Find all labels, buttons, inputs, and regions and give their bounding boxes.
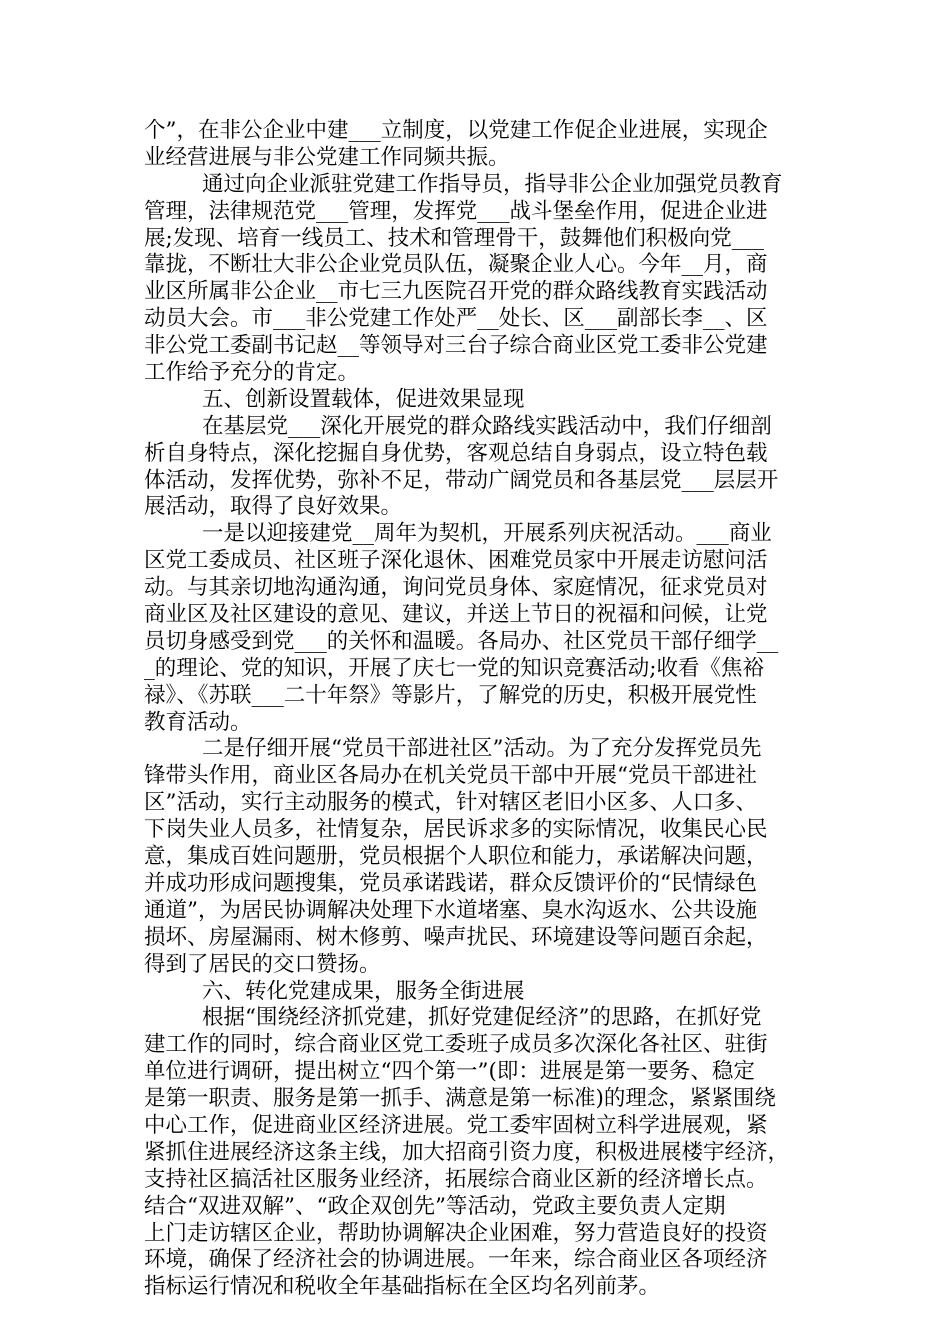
text-line: 紧抓住进展经济这条主线，加大招商引资力度，积极进展楼宇经济，: [144, 1139, 790, 1165]
text-line: 动。与其亲切地沟通沟通，询问党员身体、家庭情况，征求党员对: [144, 575, 768, 601]
text-line: 单位进行调研，提出树立“四个第一”(即：进展是第一要务、稳定: [144, 1059, 755, 1085]
text-line: 管理，法律规范党___管理，发挥党___战斗堡垒作用，促进企业进: [144, 198, 768, 224]
text-line: 业区所属非公企业__市七三九医院召开党的群众路线教育实践活动: [144, 279, 768, 305]
text-line: 在基层党___深化开展党的群众路线实践活动中，我们仔细剖: [202, 413, 772, 439]
text-line: 下岗失业人员多，社情复杂，居民诉求多的实际情况，收集民心民: [144, 817, 768, 843]
text-line: 意，集成百姓问题册，党员根据个人职位和能力，承诺解决问题，: [144, 844, 768, 870]
text-line: 指标运行情况和税收全年基础指标在全区均名列前茅。: [144, 1274, 661, 1300]
text-line: 商业区及社区建设的意见、建议，并送上节日的祝福和问候，让党: [144, 602, 768, 628]
text-line: 中心工作，促进商业区经济进展。党工委牢固树立科学进展观，紧: [144, 1112, 768, 1138]
text-line: 工作给予充分的肯定。: [144, 360, 360, 386]
text-line: 通过向企业派驻党建工作指导员，指导非公企业加强党员教育: [202, 171, 783, 197]
text-line: 五、创新设置载体，促进效果显现: [202, 386, 525, 412]
text-line: 建工作的同时，综合商业区党工委班子成员多次深化各社区、驻街: [144, 1032, 768, 1058]
text-line: 教育活动。: [144, 709, 252, 735]
text-line: 业经营进展与非公党建工作同频共振。: [144, 144, 510, 170]
text-line: 靠拢，不断壮大非公企业党员队伍，凝聚企业人心。今年__月，商: [144, 252, 768, 278]
text-line: _的理论、党的知识，开展了庆七一党的知识竞赛活动;收看《焦裕: [144, 655, 764, 681]
text-line: 员切身感受到党___的关怀和温暖。各局办、社区党员干部仔细学__: [144, 628, 779, 654]
text-line: 上门走访辖区企业，帮助协调解决企业困难，努力营造良好的投资: [144, 1220, 768, 1246]
text-line: 锋带头作用，商业区各局办在机关党员干部中开展“党员干部进社: [144, 763, 757, 789]
text-line: 得到了居民的交口赞扬。: [144, 951, 381, 977]
text-line: 禄》、《苏联___二十年祭》等影片，了解党的历史，积极开展党性: [144, 682, 757, 708]
text-line: 区党工委成员、社区班子深化退休、困难党员家中开展走访慰问活: [144, 548, 768, 574]
text-line: 一是以迎接建党__周年为契机，开展系列庆祝活动。___商业: [202, 521, 772, 547]
text-line: 是第一职责、服务是第一抓手、满意是第一标准)的理念，紧紧围绕: [144, 1086, 776, 1112]
document-body: [144, 118, 820, 1301]
text-line: 结合“双进双解”、“政企双创先”等活动，党政主要负责人定期: [144, 1193, 726, 1219]
text-line: 支持社区搞活社区服务业经济，拓展综合商业区新的经济增长点。: [144, 1166, 768, 1192]
text-line: 二是仔细开展“党员干部进社区”活动。为了充分发挥党员先: [202, 736, 762, 762]
text-line: 展活动，取得了良好效果。: [144, 494, 403, 520]
text-line: 通道”，为居民协调解决处理下水道堵塞、臭水沟返水、公共设施: [144, 897, 757, 923]
text-line: 损坏、房屋漏雨、树木修剪、噪声扰民、环境建设等问题百余起，: [144, 924, 768, 950]
text-line: 环境，确保了经济社会的协调进展。一年来，综合商业区各项经济: [144, 1247, 768, 1273]
text-line: 非公党工委副书记赵__等领导对三台子综合商业区党工委非公党建: [144, 333, 768, 359]
text-line: 区”活动，实行主动服务的模式，针对辖区老旧小区多、人口多、: [144, 790, 757, 816]
text-line: 六、转化党建成果，服务全街进展: [202, 978, 525, 1004]
text-line: 展;发现、培育一线员工、技术和管理骨干，鼓舞他们积极向党___: [144, 225, 764, 251]
text-line: 析自身特点，深化挖掘自身优势，客观总结自身弱点，设立特色载: [144, 440, 768, 466]
text-line: 个”，在非公企业中建___立制度，以党建工作促企业进展，实现企: [144, 118, 768, 143]
text-line: 体活动，发挥优势，弥补不足，带动广阔党员和各基层党___层层开: [144, 467, 779, 493]
text-line: 根据“围绕经济抓党建，抓好党建促经济”的思路，在抓好党: [202, 1005, 762, 1031]
text-line: 并成功形成问题搜集，党员承诺践诺，群众反馈评价的“民情绿色: [144, 870, 757, 896]
text-line: 动员大会。市___非公党建工作处严__处长、区___副部长李__、区: [144, 306, 768, 332]
